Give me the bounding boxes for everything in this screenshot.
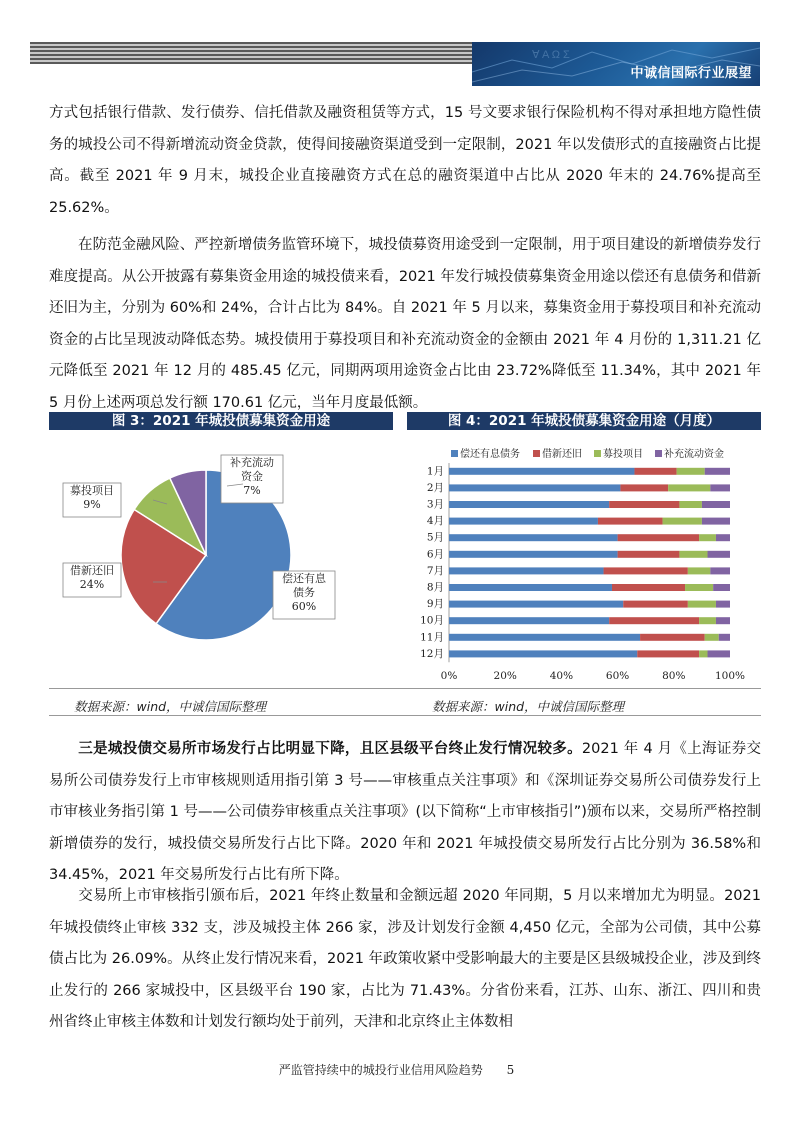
bar-segment-9-1 (449, 601, 623, 608)
paragraph-1: 方式包括银行借款、发行债券、信托借款及融资租赁等方式，15 号文要求银行保险机构不得对承担地方隐性债务的城投公司不得新增流动资金贷款，使得间接融资渠道受到一定限制，2021 年以发债形式的直接融资占比提高。截至 2021 年 9 月末，城投企业直接融资方式在总的融资渠道中占比从 2020 年末的 24.76%提高至 25.62%。 (49, 105, 761, 216)
bar-segment-3-2 (609, 501, 679, 508)
x-tick-label-4: 60% (605, 670, 630, 683)
category-label-12: 12月 (420, 647, 444, 660)
header-title: 中诚信国际行业展望 (630, 66, 752, 81)
bar-segment-4-2 (598, 518, 663, 525)
category-label-5: 5月 (426, 531, 444, 544)
bar-segment-10-4 (716, 617, 730, 624)
figure-3-source: 数据来源：wind，中诚信国际整理 (74, 699, 267, 714)
paragraph-3-heading: 三是城投债交易所市场发行占比明显下降，且区县级平台终止发行情况较多。 (78, 741, 582, 757)
bar-segment-7-4 (710, 567, 730, 574)
x-tick-label-2: 20% (493, 670, 517, 683)
page-footer (0, 1061, 793, 1078)
x-tick-label-1: 0% (440, 670, 458, 683)
bar-segment-8-4 (713, 584, 730, 591)
category-label-4: 4月 (426, 515, 444, 528)
bar-segment-11-2 (640, 634, 705, 641)
bar-segment-10-1 (449, 617, 609, 624)
legend-label-4: 补充流动资金 (664, 449, 724, 460)
bar-segment-4-1 (449, 518, 598, 525)
pie-label-3-line-2: 9% (83, 498, 101, 511)
category-label-3: 3月 (426, 498, 444, 511)
pie-label-1-line-2: 债务 (293, 586, 315, 599)
header-banner (472, 42, 760, 86)
footer-title: 严监管持续中的城投行业信用风险趋势 (278, 1063, 483, 1077)
bar-segment-9-3 (688, 601, 716, 608)
category-label-1: 1月 (426, 465, 444, 478)
legend-swatch-3 (594, 450, 601, 457)
bar-segment-12-4 (708, 650, 730, 657)
pie-label-1-line-1: 偿还有息 (282, 572, 326, 585)
bar-segment-8-2 (612, 584, 685, 591)
bar-segment-4-4 (702, 518, 730, 525)
paragraph-2-text: 在防范金融风险、严控新增债务监管环境下，城投债募资用途受到一定限制，用于项目建设的新增债券发行难度提高。从公开披露有募集资金用途的城投债来看，2021 年发行城投债募集资金用途以偿还有息债务和借新还旧为主，分别为 60%和 24%，合计占比为 84%。自 2021 年 5 月以来，募集资金用于募投项目和补充流动资金的占比呈现波动降低态势。城投债用于募投项目和补充流动资金的金额由 2021 年 4 月份的 1,311.21 亿元降低至 2021 年 12 月的 485.45 亿元，同期两项用途资金占比由 23.72%降低至 11.34%，其中 2021 年 5 月份上述两项总发行额 170.61 亿元，当年月度最低额。 (49, 237, 761, 411)
category-label-9: 9月 (426, 598, 444, 611)
page-number: 5 (506, 1063, 515, 1077)
bar-segment-5-2 (618, 534, 699, 541)
paragraph-3-text: 2021 年 4 月《上海证券交易所公司债券发行上市审核规则适用指引第 3 号——审核重点关注事项》和《深圳证券交易所公司债券发行上市审核业务指引第 1 号——公司债券审核重点关注事项》(以下简称“上市审核指引”)颁布以来，交易所严格控制新增债券的发行，城投债交易所发行占比下降。2020 年和 2021 年城投债交易所发行占比分别为 36.58%和 34.45%，2021 年交易所发行占比有所下降。 (49, 741, 761, 883)
pie-label-4-line-2: 资金 (241, 470, 263, 483)
category-label-6: 6月 (426, 548, 444, 561)
bar-segment-2-2 (620, 484, 668, 491)
category-label-8: 8月 (426, 581, 444, 594)
svg-text:∀ A Ω Σ: ∀ A Ω Σ (532, 49, 570, 61)
bar-segment-3-1 (449, 501, 609, 508)
paragraph-3 (49, 734, 761, 892)
bar-segment-11-1 (449, 634, 640, 641)
bar-segment-7-2 (604, 567, 688, 574)
legend-swatch-4 (655, 450, 662, 457)
bar-segment-12-2 (637, 650, 699, 657)
figure-4-source: 数据来源：wind，中诚信国际整理 (432, 699, 625, 714)
bar-segment-9-2 (623, 601, 688, 608)
paragraph-4-text: 交易所上市审核指引颁布后，2021 年终止数量和金额远超 2020 年同期，5 月以来增加尤为明显。2021 年城投债终止审核 332 支，涉及城投主体 266 家，涉及计划发行金额 4,450 亿元，全部为公司债，其中公募债占比为 26.09%。从终止发行情况来看，2021 年政策收紧中受影响最大的主要是区县级城投企业，涉及到终止发行的 266 家城投中，区县级平台 190 家，占比为 71.43%。分省份来看，江苏、山东、浙江、四川和贵州省终止审核主体数和计划发行额均处于前列，天津和北京终止主体数相 (49, 888, 761, 1030)
paragraph-2 (49, 230, 761, 419)
legend-label-3: 募投项目 (603, 449, 643, 460)
bar-segment-1-4 (705, 468, 730, 475)
bar-segment-5-1 (449, 534, 618, 541)
bar-segment-1-3 (677, 468, 705, 475)
legend-swatch-2 (533, 450, 540, 457)
bar-segment-7-3 (688, 567, 710, 574)
bar-segment-2-3 (668, 484, 710, 491)
legend-swatch-1 (451, 450, 458, 457)
bar-segment-12-3 (699, 650, 707, 657)
header-stripe-bar (30, 42, 472, 64)
figure-bottom-divider (49, 688, 761, 689)
x-tick-label-6: 100% (714, 670, 746, 683)
paragraph-4 (49, 881, 761, 1039)
legend-label-2: 借新还旧 (542, 449, 582, 460)
category-label-2: 2月 (426, 481, 444, 494)
bar-segment-1-1 (449, 468, 634, 475)
pie-label-4-line-1: 补充流动 (230, 456, 274, 469)
bar-segment-9-4 (716, 601, 730, 608)
pie-label-2-line-1: 借新还旧 (70, 564, 114, 577)
pie-label-1-line-3: 60% (291, 600, 317, 613)
bar-segment-3-3 (679, 501, 701, 508)
legend-label-1: 偿还有息债务 (460, 449, 520, 460)
bar-segment-8-1 (449, 584, 612, 591)
bar-segment-10-3 (699, 617, 716, 624)
bar-segment-11-4 (719, 634, 730, 641)
category-label-7: 7月 (426, 564, 444, 577)
x-tick-label-5: 80% (662, 670, 686, 683)
category-label-11: 11月 (420, 631, 444, 644)
bar-segment-2-1 (449, 484, 620, 491)
bar-segment-3-4 (702, 501, 730, 508)
bar-segment-5-4 (716, 534, 730, 541)
stacked-bar-chart (407, 430, 761, 688)
bar-segment-4-3 (663, 518, 702, 525)
category-label-10: 10月 (420, 614, 444, 627)
x-tick-label-3: 40% (549, 670, 574, 683)
bar-segment-6-3 (679, 551, 707, 558)
bar-segment-7-1 (449, 567, 604, 574)
pie-label-3-line-1: 募投项目 (70, 484, 114, 497)
pie-label-4-line-3: 7% (243, 484, 261, 497)
bar-segment-11-3 (705, 634, 719, 641)
figure-4-title: 图 4：2021 年城投债募集资金用途（月度） (407, 412, 761, 430)
bar-segment-6-1 (449, 551, 618, 558)
bar-segment-5-3 (699, 534, 716, 541)
bar-segment-6-4 (708, 551, 730, 558)
bar-segment-2-4 (710, 484, 730, 491)
bar-segment-1-2 (634, 468, 676, 475)
figure-4-chart (407, 430, 761, 688)
bar-segment-10-2 (609, 617, 699, 624)
bar-segment-6-2 (618, 551, 680, 558)
pie-label-2-line-2: 24% (79, 578, 105, 591)
figure-3-title: 图 3：2021 年城投债募集资金用途 (49, 412, 393, 430)
figure-3-chart (49, 430, 393, 688)
source-divider (49, 715, 761, 716)
bar-segment-12-1 (449, 650, 637, 657)
pie-chart (49, 430, 393, 688)
bar-segment-8-3 (685, 584, 713, 591)
